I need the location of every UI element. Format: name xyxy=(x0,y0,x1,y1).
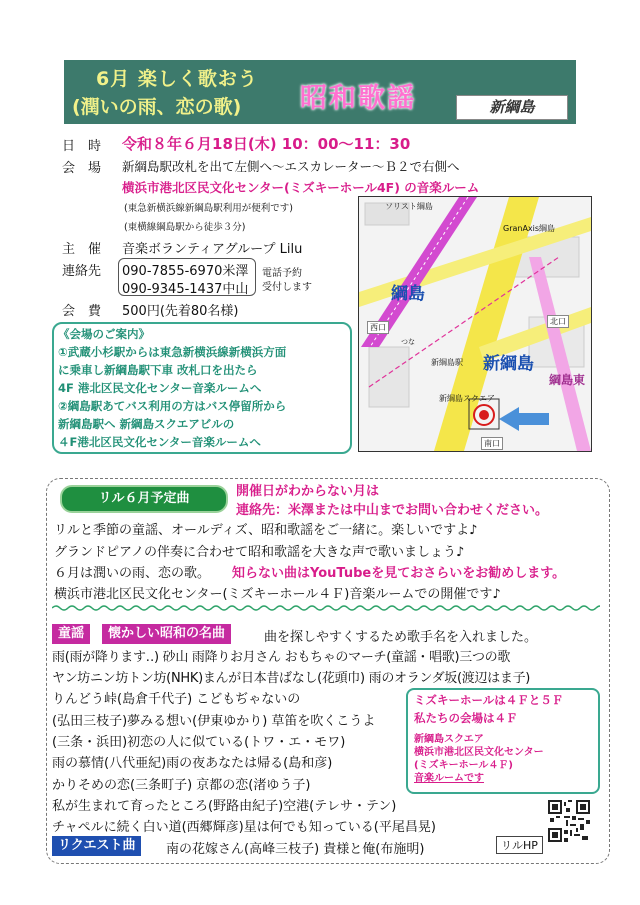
contact-label: 連絡先 xyxy=(62,264,102,279)
map-label-square: 新綱島スクエア xyxy=(439,394,495,403)
venue-note-2: (東横線綱島駅から徒歩３分) xyxy=(124,222,246,233)
songs-pill-label: リル６月予定曲 xyxy=(98,491,190,506)
mizuki-line-5: (ミズキーホール４Ｆ) xyxy=(414,760,513,771)
fee-label: 会 費 xyxy=(62,304,102,319)
song-list-line: (三条・浜田)初恋の人に似ている(トワ・エ・モワ) xyxy=(52,735,346,750)
guide-line: 4F 港北区民文化センター音楽ルームへ xyxy=(58,381,262,395)
tag-description: 曲を探しやすくするため歌手名を入れました。 xyxy=(264,630,538,645)
map-label-tsuna: つな xyxy=(401,338,415,346)
map-label-north-exit: 北口 xyxy=(547,315,569,328)
guide-title: 《会場のご案内》 xyxy=(58,327,150,341)
intro-line-1: リルと季節の童謡、オールディズ、昭和歌謡をご一緒に。楽しいですよ♪ xyxy=(54,523,478,538)
guide-line: ②綱島駅あてバス利用の方はバス停留所から xyxy=(58,399,287,413)
song-list-line: チャペルに続く白い道(西郷輝彦)星は何でも知っている(平尾昌晃) xyxy=(52,820,436,835)
song-list-line: 雨の慕情(八代亜紀)雨の夜あなたは帰る(島和彦) xyxy=(52,756,333,771)
host-label: 主 催 xyxy=(62,242,102,257)
map-label-shin-tsunashima: 新綱島 xyxy=(483,354,534,374)
venue-note-1: (東急新横浜線新綱島駅利用が便利です) xyxy=(124,203,293,214)
guide-line: 新綱島駅へ 新綱島スクエアビルの xyxy=(58,417,235,431)
phone-note-2: 受付します xyxy=(262,282,312,293)
guide-line: に乗車し新綱島駅下車 改札口を出たら xyxy=(58,363,258,377)
tag-request: リクエスト曲 xyxy=(52,836,141,856)
map-label-south-exit: 南口 xyxy=(481,437,503,450)
header-location-badge: 新綱島 xyxy=(456,95,568,120)
host-value: 音楽ボランティアグループ Lilu xyxy=(122,242,303,257)
venue-directions: 新綱島駅改札を出て左側へ～エスカレーター～Ｂ２で右側へ xyxy=(122,159,460,174)
header-showa-kayou: 昭和歌謡 xyxy=(300,83,416,114)
song-list-line: (弘田三枝子)夢みる想い(伊東ゆかり) 草笛を吹くこうよ xyxy=(52,714,376,729)
intro-line-2: グランドピアノの伴奏に合わせて昭和歌謡を大きな声で歌いましょう♪ xyxy=(54,545,465,560)
venue-label: 会 場 xyxy=(62,161,102,176)
request-songs: 南の花嫁さん(高峰三枝子) 貴様と俺(布施明) xyxy=(166,842,425,857)
qr-code-icon[interactable] xyxy=(548,800,590,842)
venue-name: 横浜市港北区民文化センター(ミズキーホール4F) の音楽ルーム xyxy=(122,180,480,195)
intro-line-3b: 知らない曲はYouTubeを見ておさらいをお勧めします。 xyxy=(232,566,566,581)
map-label-west-exit: 西口 xyxy=(367,321,389,334)
mizuki-line-3: 新綱島スクエア xyxy=(414,734,484,745)
date-label: 日 時 xyxy=(62,139,102,154)
riru-hp-link[interactable]: リルHP xyxy=(496,836,543,854)
song-list-line: ヤン坊ニン坊トン坊(NHK)まんが日本昔ばなし(花頭巾) 雨のオランダ坂(渡辺はま子) xyxy=(52,671,531,686)
map-label-tsunashima-east: 綱島東 xyxy=(549,373,586,387)
map-label-granaxis: GranAxis綱島 xyxy=(503,224,556,233)
guide-line: ①武蔵小杉駅からは東急新横浜線新横浜方面 xyxy=(58,345,287,359)
map-label-sotetsu: ソリスト綱島 xyxy=(385,202,433,211)
intro-line-4: 横浜市港北区民文化センター(ミズキーホール４Ｆ)音楽ルームでの開催です♪ xyxy=(54,587,501,602)
map-label-station-small: 新綱島駅 xyxy=(431,358,463,367)
area-map xyxy=(358,196,592,452)
intro-line-3a: ６月は潤いの雨、恋の歌。 xyxy=(54,566,211,581)
mizuki-line-2: 私たちの会場は４Ｆ xyxy=(414,711,518,725)
tag-douyou: 童謡 xyxy=(52,624,90,644)
guide-line: ４F港北区民文化センター音楽ルームへ xyxy=(58,435,261,449)
date-value: 令和８年６月18日(木) 10：00～11：30 xyxy=(122,135,411,153)
song-list-line: 私が生まれて育ったところ(野路由紀子)空港(テレサ・テン) xyxy=(52,799,397,814)
mizuki-line-1: ミズキーホールは４Ｆと５Ｆ xyxy=(414,693,564,707)
header-title-line1: 6月 楽しく歌おう xyxy=(96,68,258,90)
notice-line-2: 連絡先：米澤または中山までお問い合わせください。 xyxy=(236,503,549,518)
phone-1[interactable]: 090-7855-6970米澤 xyxy=(122,264,249,279)
tag-showa-meikyoku: 懐かしい昭和の名曲 xyxy=(102,624,231,644)
wave-divider xyxy=(52,604,600,612)
song-list-line: かりそめの恋(三条町子) 京都の恋(渚ゆう子) xyxy=(52,778,311,793)
notice-line-1: 開催日がわからない月は xyxy=(236,484,380,499)
map-label-tsunashima: 綱島 xyxy=(391,284,425,304)
song-list-line: りんどう峠(島倉千代子) こどもぢゃないの xyxy=(52,692,301,707)
phone-2[interactable]: 090-9345-1437中山 xyxy=(122,282,249,297)
phone-note-1: 電話予約 xyxy=(262,268,302,279)
mizuki-line-6: 音楽ルームです xyxy=(414,773,484,784)
header-title-line2: (潤いの雨、恋の歌) xyxy=(72,96,242,118)
song-list-line: 雨(雨が降ります‥) 砂山 雨降りお月さん おもちゃのマーチ(童謡・唱歌)三つの歌 xyxy=(52,650,511,665)
mizuki-line-4: 横浜市港北区民文化センター xyxy=(414,747,544,758)
fee-value: 500円(先着80名様) xyxy=(122,304,239,319)
